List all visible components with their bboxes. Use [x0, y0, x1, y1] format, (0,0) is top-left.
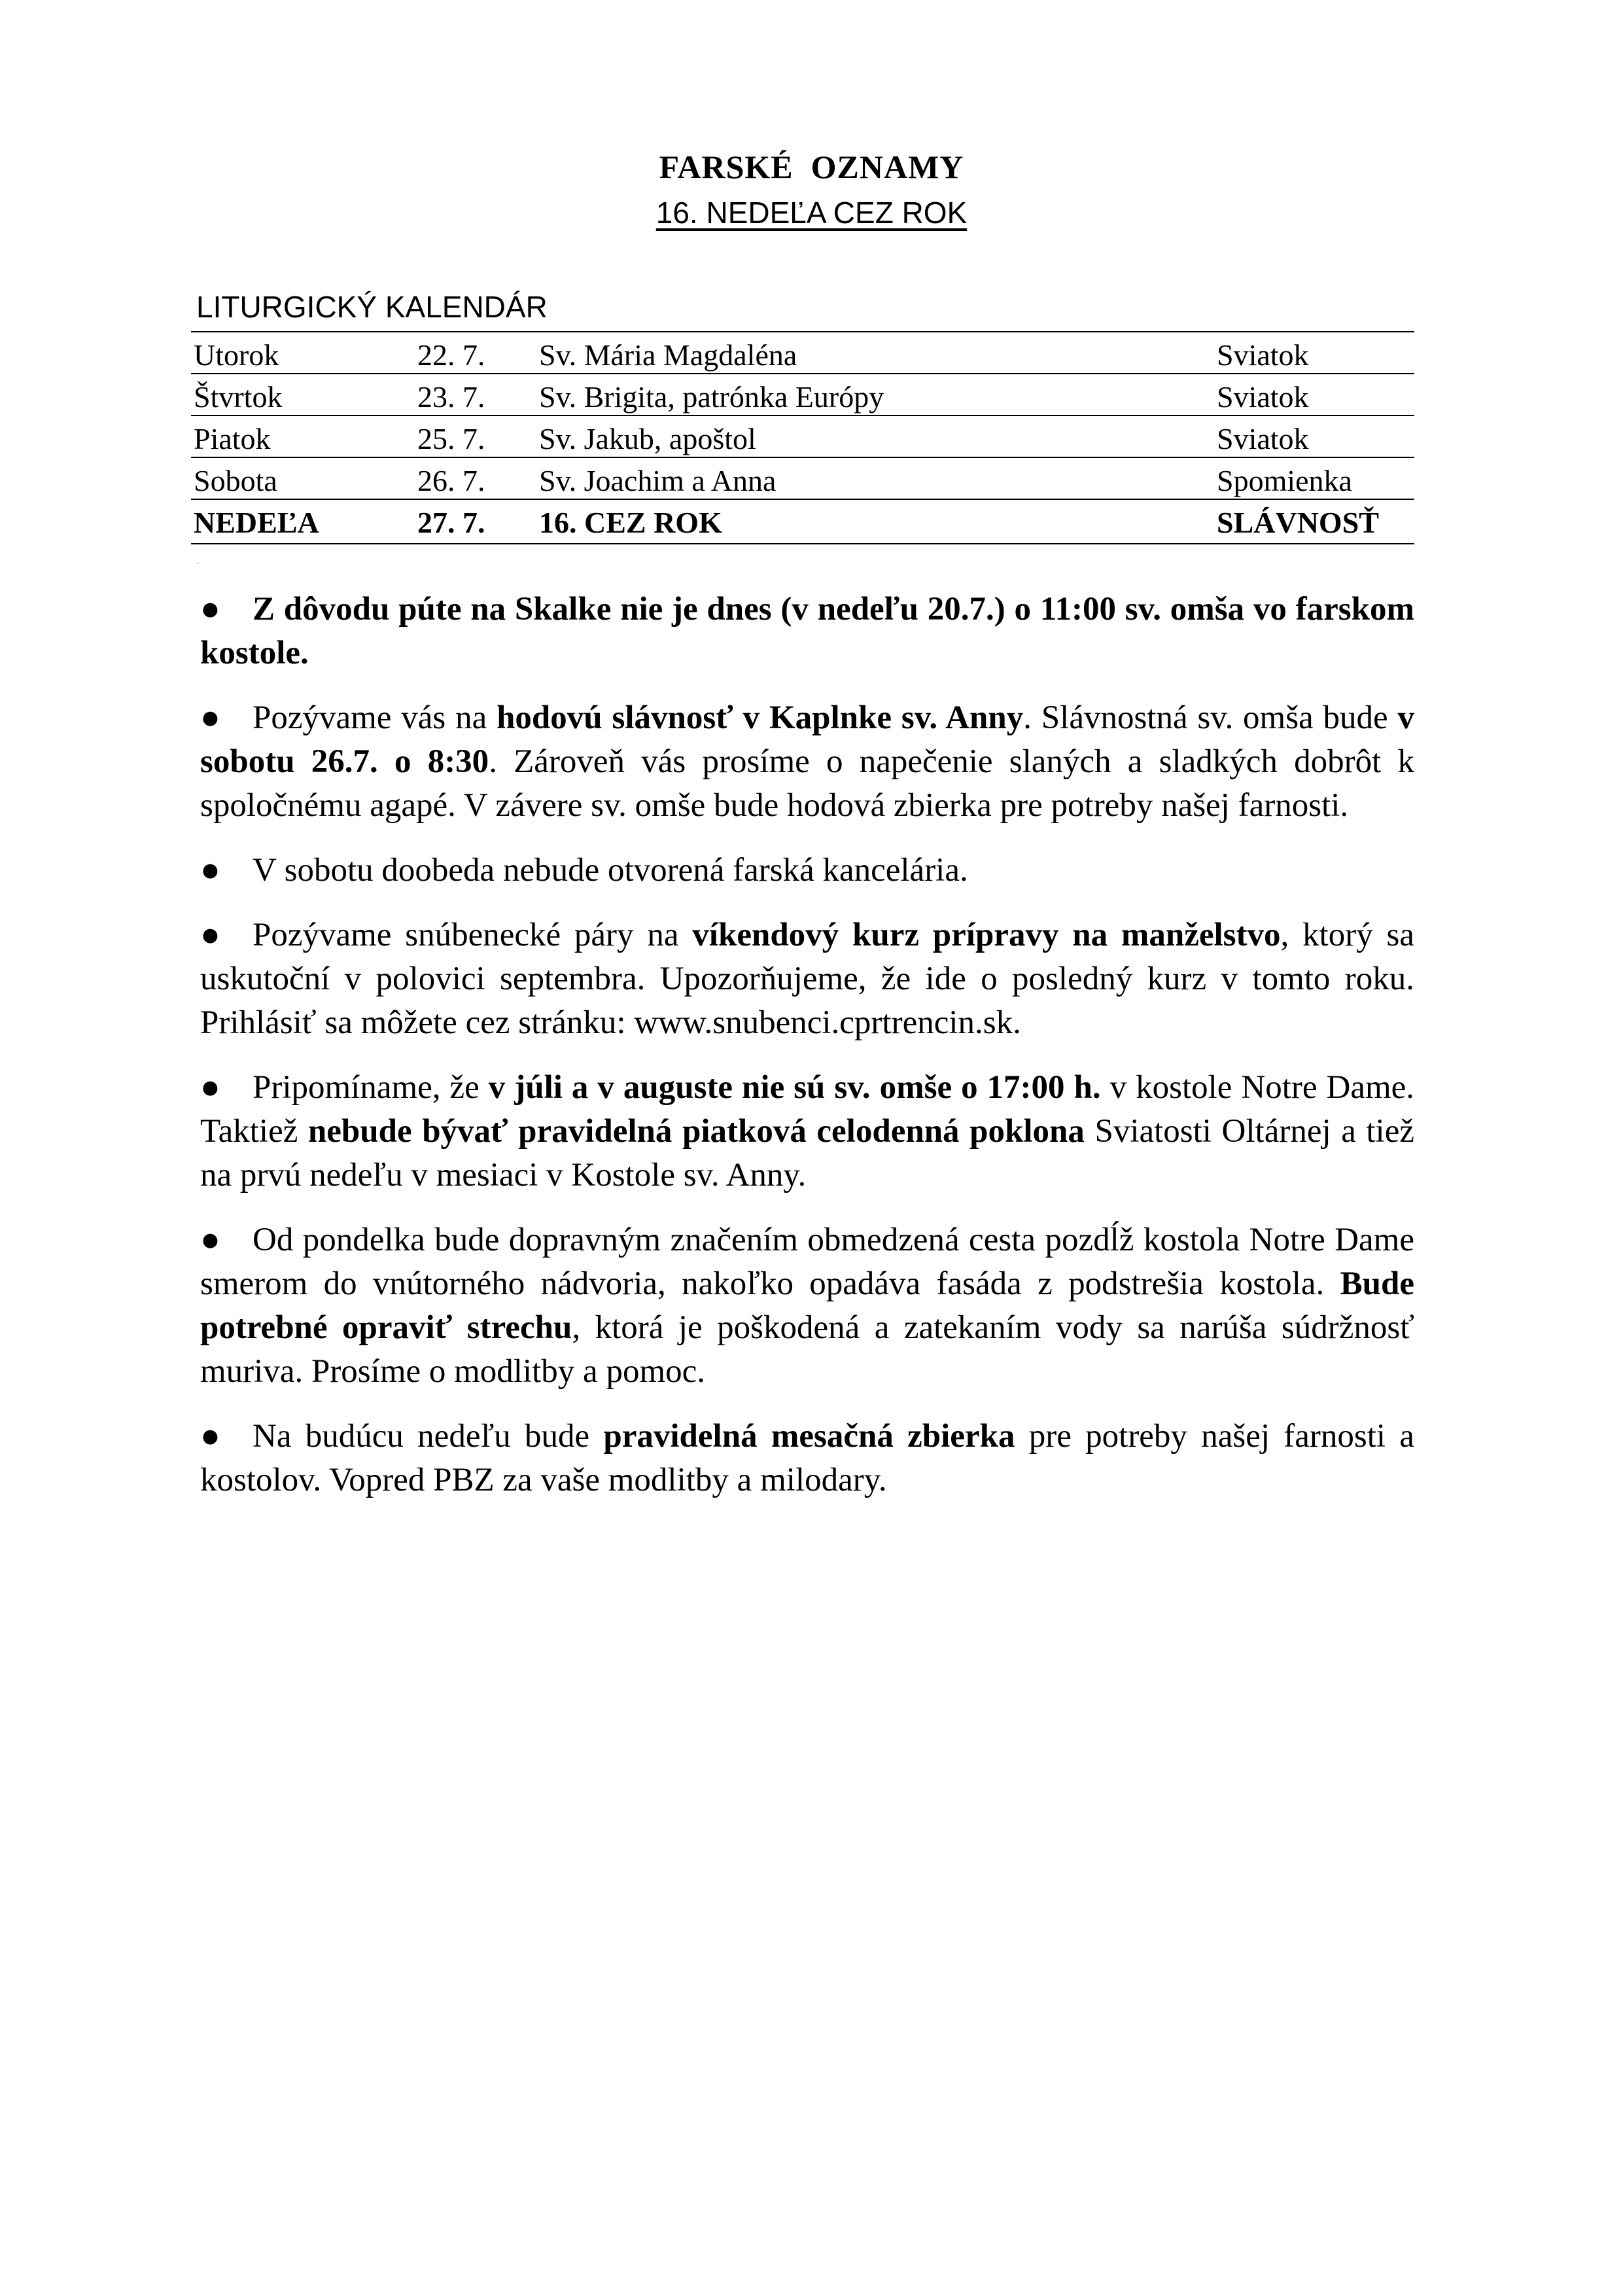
announcement-text: . Zároveň vás prosíme o napečenie slaných a sladkých dobrôt k spoločnému agapé. V závere sv. omše bude hodová zbierka pre potreby našej farnosti. [200, 743, 1414, 824]
announcement-item [200, 1066, 1414, 1197]
page-subtitle: 16. NEDEĽA CEZ ROK [655, 196, 968, 230]
announcement-text: Pozývame snúbenecké páry na [253, 917, 693, 953]
calendar-row-sunday [191, 500, 1414, 544]
announcement-text: pre potreby našej farnosti a kostolov. Vopred PBZ za vaše modlitby a milodary. [200, 1418, 1415, 1498]
announcement-text: . Slávnostná sv. omša bude [1023, 699, 1398, 736]
liturgical-calendar-table [191, 331, 1414, 544]
announcements [200, 588, 1414, 1523]
calendar-day: NEDEĽA [194, 506, 319, 539]
announcement-text: Na budúcu nedeľu bude [253, 1418, 604, 1455]
calendar-feast-name: Sv. Joachim a Anna [539, 464, 777, 497]
announcement-emphasis: v sobotu 26.7. o 8:30 [200, 699, 1415, 780]
bullet-icon: ● [200, 1418, 220, 1455]
announcement-text: Od pondelka bude dopravným značením obmedzená cesta pozdĺž kostola Notre Dame smerom do vnútorného nádvoria, nakoľko opadáva fasáda z podstrešia kostola. [200, 1222, 1414, 1302]
calendar-date: 22. 7. [417, 338, 485, 372]
calendar-feast-rank: Spomienka [1217, 464, 1352, 497]
bullet-icon: ● [200, 591, 220, 627]
calendar-date: 25. 7. [417, 422, 485, 455]
announcement-text: , ktorá je poškodená a zatekaním vody sa narúša súdržnosť muriva. Prosíme o modlitby a pomoc. [200, 1309, 1414, 1390]
calendar-row [191, 458, 1414, 500]
page-title: FARSKÉ OZNAMY [659, 149, 964, 185]
announcement-item [200, 849, 1414, 892]
bullet-icon: ● [200, 1069, 220, 1106]
calendar-date: 27. 7. [417, 506, 485, 539]
announcement-item [200, 1415, 1414, 1502]
calendar-row [191, 416, 1414, 458]
calendar-day: Štvrtok [194, 380, 283, 414]
announcement-text: Z dôvodu púte na Skalke nie je dnes (v nedeľu 20.7.) o 11:00 sv. omša vo farskom kostole. [200, 591, 1414, 671]
announcement-emphasis: Bude potrebné opraviť strechu [200, 1265, 1414, 1346]
calendar-day: Sobota [194, 464, 277, 497]
calendar-day: Piatok [194, 422, 271, 455]
calendar-feast-name: 16. CEZ ROK [539, 506, 722, 539]
announcement-text: v kostole Notre Dame. Taktiež [200, 1069, 1415, 1150]
announcement-emphasis: hodovú slávnosť v Kaplnke sv. Anny [497, 699, 1024, 736]
bullet-icon: ● [200, 917, 220, 953]
calendar-date: 26. 7. [417, 464, 485, 497]
announcement-text: Pozývame vás na [253, 699, 497, 736]
announcement-text: Sviatosti Oltárnej a tiež na prvú nedeľu v mesiaci v Kostole sv. Anny. [200, 1113, 1414, 1193]
announcement-emphasis: pravidelná mesačná zbierka [603, 1418, 1015, 1455]
announcement-text: Pripomíname, že [253, 1069, 489, 1106]
calendar-row [191, 374, 1414, 416]
stray-mark: ¨ [196, 561, 200, 571]
calendar-heading: LITURGICKÝ KALENDÁR [196, 290, 548, 324]
bullet-icon: ● [200, 852, 220, 889]
calendar-day: Utorok [194, 338, 279, 372]
announcement-emphasis: víkendový kurz prípravy na manželstvo [692, 917, 1281, 953]
calendar-feast-rank: Sviatok [1217, 338, 1309, 372]
announcement-item [200, 588, 1414, 675]
calendar-feast-rank: Sviatok [1217, 422, 1309, 455]
announcement-item [200, 913, 1414, 1045]
calendar-row [191, 331, 1414, 374]
announcement-emphasis: v júli a v auguste nie sú sv. omše o 17:00 h. [488, 1069, 1101, 1106]
announcement-item [200, 696, 1414, 828]
calendar-feast-rank: SLÁVNOSŤ [1217, 506, 1379, 539]
calendar-date: 23. 7. [417, 380, 485, 414]
calendar-feast-name: Sv. Mária Magdaléna [539, 338, 797, 372]
calendar-feast-name: Sv. Jakub, apoštol [539, 422, 756, 455]
announcement-text: V sobotu doobeda nebude otvorená farská kancelária. [253, 852, 968, 889]
calendar-feast-rank: Sviatok [1217, 380, 1309, 414]
announcement-text: , ktorý sa uskutoční v polovici septembra. Upozorňujeme, že ide o posledný kurz v tomto roku. Prihlásiť sa môžete cez stránku: www.snubenci.cprtrencin.sk. [200, 917, 1414, 1041]
bullet-icon: ● [200, 699, 220, 736]
calendar-feast-name: Sv. Brigita, patrónka Európy [539, 380, 884, 414]
bullet-icon: ● [200, 1222, 220, 1258]
announcement-emphasis: nebude bývať pravidelná piatková celodenná poklona [307, 1113, 1085, 1150]
announcement-item [200, 1218, 1414, 1394]
